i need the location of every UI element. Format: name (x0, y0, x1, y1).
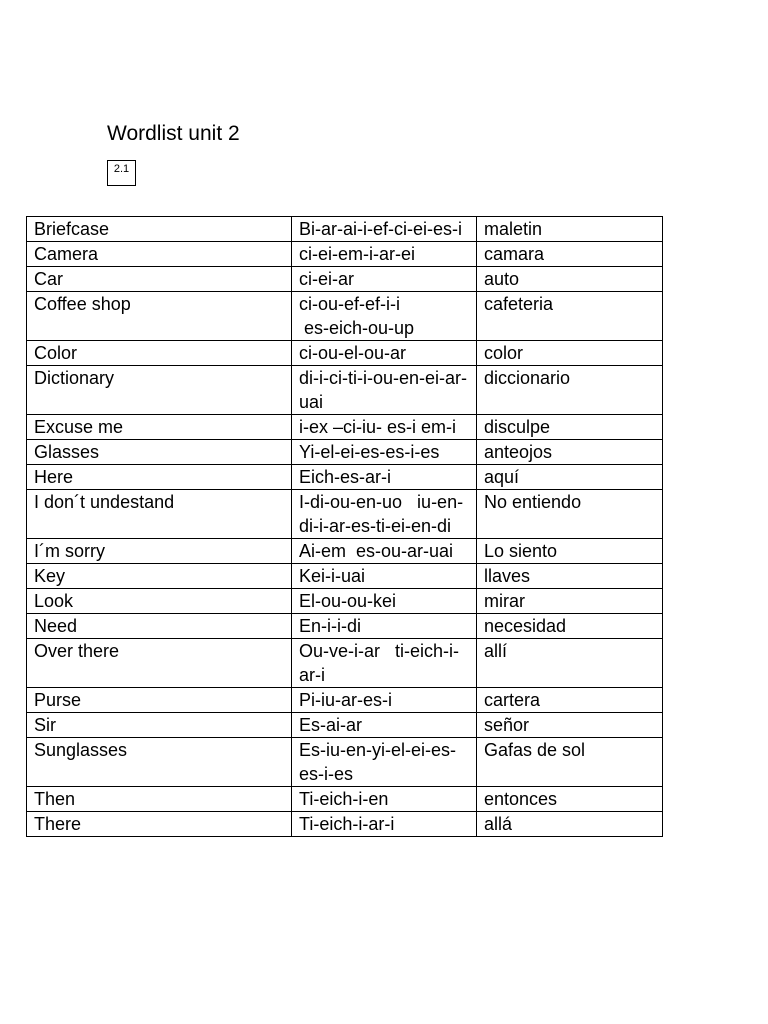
pronunciation-cell: Pi-iu-ar-es-i (292, 688, 477, 713)
table-row (27, 217, 663, 242)
table-row (27, 292, 663, 341)
table-row (27, 639, 663, 688)
spanish-cell: Gafas de sol (477, 738, 663, 787)
english-cell: I´m sorry (27, 539, 292, 564)
pronunciation-cell: Ti-eich-i-ar-i (292, 812, 477, 837)
english-cell: Then (27, 787, 292, 812)
table-row (27, 614, 663, 639)
pronunciation-cell: ci-ou-ef-ef-i-i es-eich-ou-up (292, 292, 477, 341)
table-row (27, 465, 663, 490)
english-cell: Glasses (27, 440, 292, 465)
pronunciation-cell: ci-ei-ar (292, 267, 477, 292)
spanish-cell: cafeteria (477, 292, 663, 341)
table-row (27, 812, 663, 837)
spanish-cell: disculpe (477, 415, 663, 440)
table-row (27, 440, 663, 465)
english-cell: Briefcase (27, 217, 292, 242)
pronunciation-cell: En-i-i-di (292, 614, 477, 639)
wordlist-body (27, 217, 663, 837)
section-label: 2.1 (107, 160, 136, 186)
spanish-cell: diccionario (477, 366, 663, 415)
pronunciation-cell: Kei-i-uai (292, 564, 477, 589)
table-row (27, 341, 663, 366)
spanish-cell: mirar (477, 589, 663, 614)
english-cell: Excuse me (27, 415, 292, 440)
spanish-cell: cartera (477, 688, 663, 713)
wordlist-table (26, 216, 663, 837)
spanish-cell: señor (477, 713, 663, 738)
english-cell: Key (27, 564, 292, 589)
table-row (27, 713, 663, 738)
spanish-cell: camara (477, 242, 663, 267)
spanish-cell: color (477, 341, 663, 366)
pronunciation-cell: Eich-es-ar-i (292, 465, 477, 490)
pronunciation-cell: El-ou-ou-kei (292, 589, 477, 614)
spanish-cell: auto (477, 267, 663, 292)
english-cell: Purse (27, 688, 292, 713)
pronunciation-cell: I-di-ou-en-uo iu-en-di-i-ar-es-ti-ei-en-di (292, 490, 477, 539)
spanish-cell: anteojos (477, 440, 663, 465)
pronunciation-cell: ci-ei-em-i-ar-ei (292, 242, 477, 267)
spanish-cell: allá (477, 812, 663, 837)
spanish-cell: llaves (477, 564, 663, 589)
english-cell: Sunglasses (27, 738, 292, 787)
spanish-cell: aquí (477, 465, 663, 490)
table-row (27, 787, 663, 812)
spanish-cell: necesidad (477, 614, 663, 639)
pronunciation-cell: di-i-ci-ti-i-ou-en-ei-ar-uai (292, 366, 477, 415)
table-row (27, 539, 663, 564)
pronunciation-cell: Es-ai-ar (292, 713, 477, 738)
english-cell: Camera (27, 242, 292, 267)
spanish-cell: allí (477, 639, 663, 688)
pronunciation-cell: Es-iu-en-yi-el-ei-es-es-i-es (292, 738, 477, 787)
spanish-cell: entonces (477, 787, 663, 812)
spanish-cell: No entiendo (477, 490, 663, 539)
english-cell: Sir (27, 713, 292, 738)
english-cell: I don´t undestand (27, 490, 292, 539)
table-row (27, 564, 663, 589)
table-row (27, 366, 663, 415)
pronunciation-cell: Ou-ve-i-ar ti-eich-i-ar-i (292, 639, 477, 688)
page-title: Wordlist unit 2 (107, 122, 240, 145)
spanish-cell: Lo siento (477, 539, 663, 564)
table-row (27, 415, 663, 440)
table-row (27, 242, 663, 267)
english-cell: Here (27, 465, 292, 490)
english-cell: Over there (27, 639, 292, 688)
table-row (27, 267, 663, 292)
table-row (27, 688, 663, 713)
pronunciation-cell: Ai-em es-ou-ar-uai (292, 539, 477, 564)
english-cell: Look (27, 589, 292, 614)
english-cell: Car (27, 267, 292, 292)
pronunciation-cell: Yi-el-ei-es-es-i-es (292, 440, 477, 465)
spanish-cell: maletin (477, 217, 663, 242)
pronunciation-cell: Bi-ar-ai-i-ef-ci-ei-es-i (292, 217, 477, 242)
pronunciation-cell: Ti-eich-i-en (292, 787, 477, 812)
pronunciation-cell: ci-ou-el-ou-ar (292, 341, 477, 366)
table-row (27, 589, 663, 614)
english-cell: There (27, 812, 292, 837)
table-row (27, 738, 663, 787)
english-cell: Dictionary (27, 366, 292, 415)
english-cell: Need (27, 614, 292, 639)
english-cell: Coffee shop (27, 292, 292, 341)
table-row (27, 490, 663, 539)
pronunciation-cell: i-ex –ci-iu- es-i em-i (292, 415, 477, 440)
english-cell: Color (27, 341, 292, 366)
